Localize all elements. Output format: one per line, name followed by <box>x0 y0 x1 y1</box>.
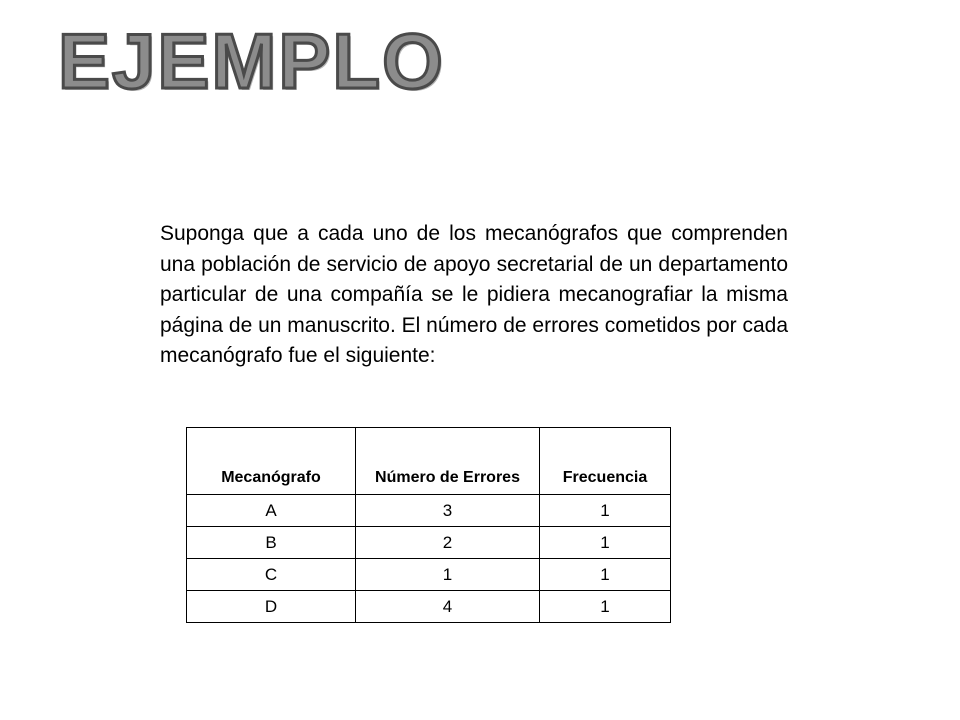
cell-mecanografo: C <box>187 559 356 591</box>
cell-frecuencia: 1 <box>540 527 671 559</box>
cell-mecanografo: B <box>187 527 356 559</box>
cell-errores: 1 <box>356 559 540 591</box>
header-numero-errores: Número de Errores <box>356 428 540 495</box>
header-frecuencia: Frecuencia <box>540 428 671 495</box>
cell-frecuencia: 1 <box>540 559 671 591</box>
cell-frecuencia: 1 <box>540 591 671 623</box>
cell-errores: 2 <box>356 527 540 559</box>
cell-errores: 3 <box>356 495 540 527</box>
table-row <box>187 527 671 559</box>
table-row <box>187 591 671 623</box>
cell-mecanografo: A <box>187 495 356 527</box>
header-mecanografo: Mecanógrafo <box>187 428 356 495</box>
errors-table <box>186 427 671 623</box>
cell-mecanografo: D <box>187 591 356 623</box>
cell-frecuencia: 1 <box>540 495 671 527</box>
slide-title: EJEMPLO <box>58 17 445 105</box>
table-row <box>187 495 671 527</box>
cell-errores: 4 <box>356 591 540 623</box>
table-row <box>187 559 671 591</box>
example-paragraph: Suponga que a cada uno de los mecanógrafos que comprenden una población de servicio de apoyo secretarial de un departamento particular de una compañía se le pidiera mecanografiar la misma página de un manuscrito. El número de errores cometidos por cada mecanógrafo fue el siguiente: <box>160 222 789 367</box>
table-header-row <box>187 428 671 495</box>
